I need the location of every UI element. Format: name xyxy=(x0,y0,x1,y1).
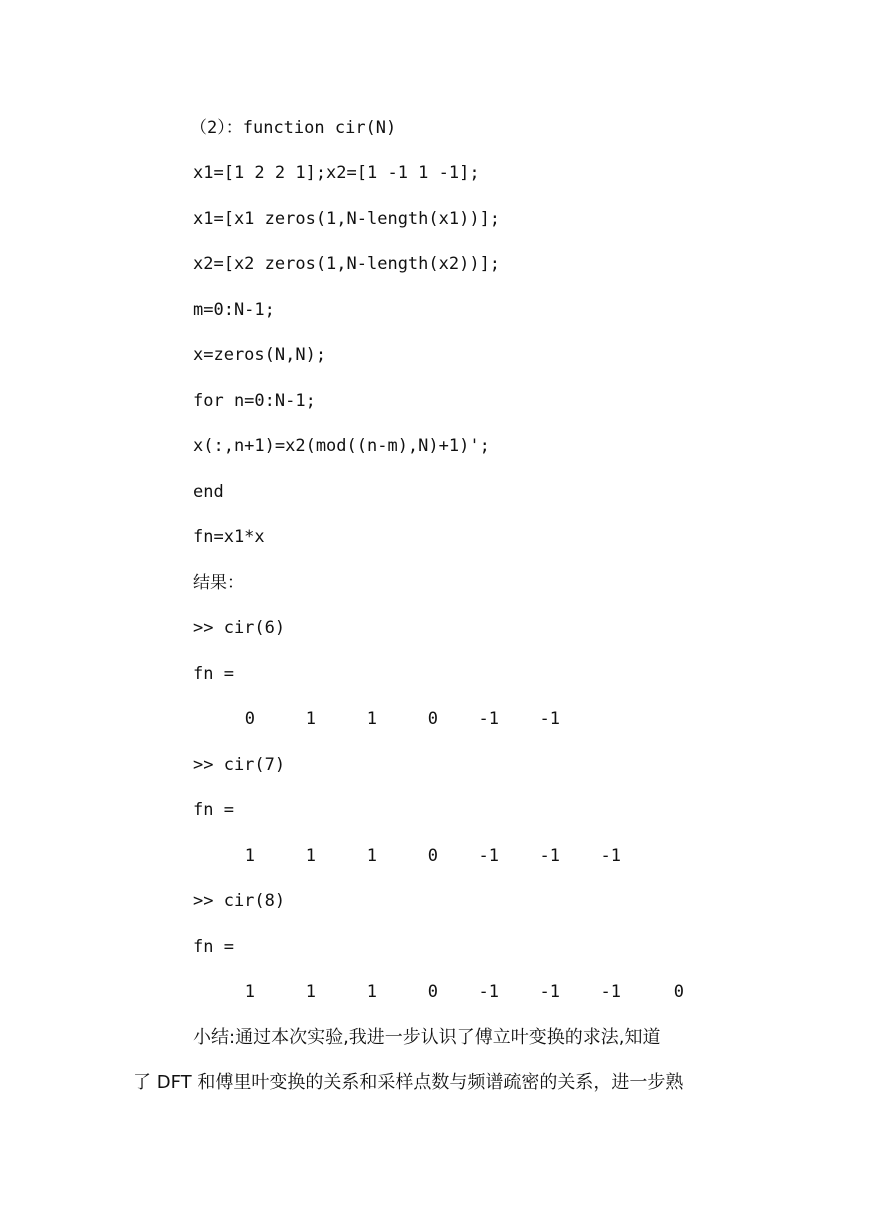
summary-line-1: 小结:通过本次实验,我进一步认识了傅立叶变换的求法,知道 xyxy=(193,1027,661,1048)
value-cell: 0 xyxy=(427,982,438,1002)
value-cell: 0 xyxy=(427,846,438,866)
value-cell: -1 xyxy=(539,846,560,866)
value-cell: 1 xyxy=(366,846,377,866)
value-cell: -1 xyxy=(600,982,621,1002)
value-cell: -1 xyxy=(478,846,499,866)
code-line-6: x=zeros(N,N); xyxy=(193,345,327,365)
value-cell: -1 xyxy=(539,709,560,729)
command-cir7: >> cir(7) xyxy=(193,755,286,775)
code-line-2: x1=[1 2 2 1];x2=[1 -1 1 -1]; xyxy=(193,163,480,183)
output-label-cir7: fn = xyxy=(193,800,234,820)
value-cell: 0 xyxy=(244,709,255,729)
value-cell: 1 xyxy=(366,982,377,1002)
code-line-10: fn=x1*x xyxy=(193,527,265,547)
value-cell: 1 xyxy=(305,709,316,729)
value-cell: 1 xyxy=(305,846,316,866)
value-cell: -1 xyxy=(539,982,560,1002)
value-cell: 0 xyxy=(427,709,438,729)
value-cell: 0 xyxy=(673,982,684,1002)
value-cell: -1 xyxy=(600,846,621,866)
command-cir8: >> cir(8) xyxy=(193,891,286,911)
code-line-5: m=0:N-1; xyxy=(193,300,275,320)
code-line-7: for n=0:N-1; xyxy=(193,391,316,411)
value-cell: 1 xyxy=(244,982,255,1002)
summary-line-2: 了 DFT 和傅里叶变换的关系和采样点数与频谱疏密的关系，进一步熟 xyxy=(133,1072,684,1093)
result-label: 结果： xyxy=(193,573,244,593)
code-line-1: （2）：function cir(N) xyxy=(190,118,397,138)
value-cell: -1 xyxy=(478,982,499,1002)
code-line-8: x(:,n+1)=x2(mod((n-m),N)+1)'; xyxy=(193,436,490,456)
output-label-cir6: fn = xyxy=(193,664,234,684)
value-cell: 1 xyxy=(305,982,316,1002)
code-line-3: x1=[x1 zeros(1,N-length(x1))]; xyxy=(193,209,501,229)
value-cell: 1 xyxy=(244,846,255,866)
value-cell: -1 xyxy=(478,709,499,729)
command-cir6: >> cir(6) xyxy=(193,618,286,638)
code-line-4: x2=[x2 zeros(1,N-length(x2))]; xyxy=(193,254,501,274)
code-line-9: end xyxy=(193,482,224,502)
output-label-cir8: fn = xyxy=(193,937,234,957)
value-cell: 1 xyxy=(366,709,377,729)
